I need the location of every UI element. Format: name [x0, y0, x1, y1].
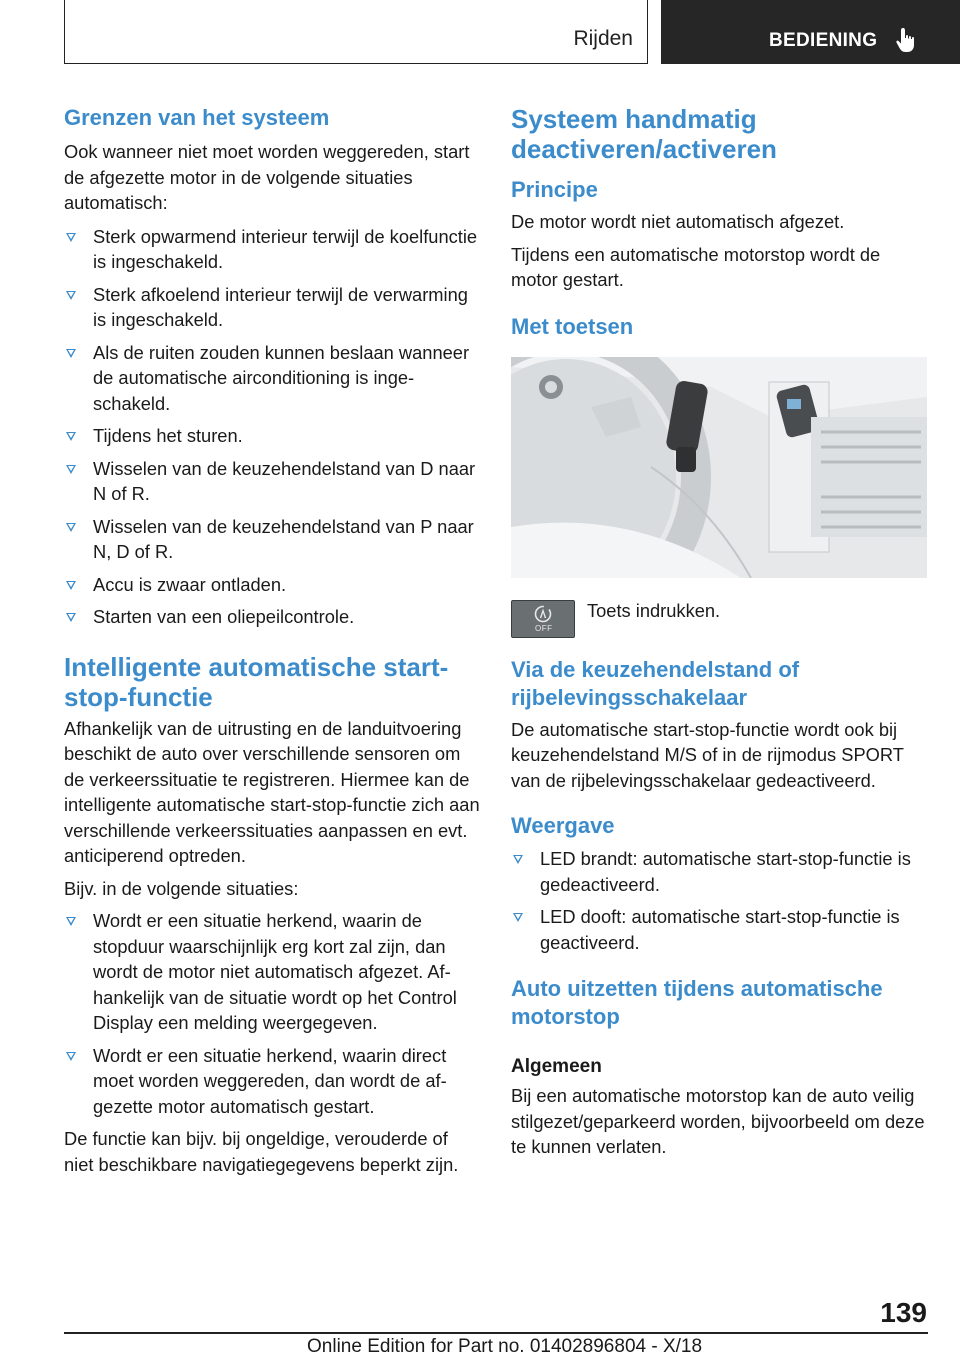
example-intro: Bijv. in de volgende situaties: — [64, 877, 299, 899]
principle-text-1: De motor wordt niet automatisch afgezet. — [511, 211, 845, 232]
dashboard-illustration — [511, 357, 927, 578]
triangle-bullet-icon — [66, 917, 76, 926]
chapter-title: BEDIENING — [769, 30, 878, 51]
triangle-bullet-icon — [66, 523, 76, 532]
display-list — [511, 846, 931, 955]
selector-body: De automatische start-stop-functie wordt ook bij keuzehendelstand M/S of in de rijmodus SPORT van de rijbelevingsschakelaar gedeactiveerd. — [511, 718, 904, 791]
list-item: Starten van een oliepeilcontrole. — [64, 604, 480, 630]
principle-text-2: Tijdens een automatische motorstop wordt de motor gestart. — [511, 243, 881, 290]
switchoff-heading: Auto uitzetten tijdens automatische motorstop — [511, 976, 883, 1029]
dashboard-drawing — [511, 357, 927, 578]
page-number: 139 — [880, 1297, 927, 1328]
limits-intro: Ook wanneer niet moet worden weggereden, start de afgezette motor in de volgende situaties automatisch: — [64, 141, 470, 213]
triangle-bullet-icon — [66, 581, 76, 590]
triangle-bullet-icon — [66, 432, 76, 441]
triangle-bullet-icon — [66, 233, 76, 242]
display-heading: Weergave — [511, 813, 615, 838]
intelligent-body: Afhankelijk van de uitrusting en de landuitvoering beschikt de auto over verschillende sensoren om de verkeerssituatie te registreren. Hiermee kan de intelligente automatische start-stop-functie zich aan verschillende verkeerssituaties aanpassen en evt. anticiperend optreden. — [64, 717, 480, 866]
list-item: Wordt er een situatie herkend, waarin de stopduur waarschijnlijk erg kort zal zijn, dan wordt de motor niet automatisch afgezet. Afhankelijk van de situatie wordt op het Control Display een melding weergegeven. — [64, 908, 480, 1036]
triangle-bullet-icon — [66, 1052, 76, 1061]
button-caption: Toets indrukken. — [587, 599, 721, 621]
selector-heading: Via de keuzehendelstand of rijbelevingsschakelaar — [511, 656, 800, 710]
list-item: Wordt er een situatie herkend, waarin direct moet worden weggereden, dan wordt de afgezette motor automatisch gestart. — [64, 1043, 480, 1120]
pointing-hand-icon — [894, 26, 920, 54]
closing-note: De functie kan bijv. bij ongeldige, verouderde of niet beschikbare navigatiegegevens beperkt zijn. — [64, 1128, 459, 1175]
example-list — [64, 908, 480, 1119]
button-instruction — [511, 598, 931, 644]
list-item: LED brandt: automatische start-stop-functie is gedeactiveerd. — [511, 846, 931, 897]
triangle-bullet-icon — [66, 465, 76, 474]
list-item: Accu is zwaar ontladen. — [64, 572, 480, 598]
edition-note: Online Edition for Part no. 01402896804 - X/18 — [307, 1336, 703, 1357]
triangle-bullet-icon — [66, 613, 76, 622]
list-item: Sterk afkoelend interieur terwijl de verwarming is ingeschakeld. — [64, 282, 480, 333]
footer-divider — [64, 1332, 928, 1334]
off-label: OFF — [535, 623, 553, 633]
right-column — [511, 100, 931, 1160]
section-title: Rijden — [573, 27, 633, 50]
buttons-heading: Met toetsen — [511, 313, 634, 339]
principle-heading: Principe — [511, 177, 598, 202]
list-item: Wisselen van de keuzehendelstand van D naar N of R. — [64, 456, 480, 507]
list-item: Wisselen van de keuzehendelstand van P naar N, D of R. — [64, 514, 480, 565]
limits-list — [64, 224, 480, 630]
chapter-tab — [661, 0, 960, 64]
intelligent-heading: Intelligente automatische start-stop-functie — [64, 651, 449, 712]
list-item: LED dooft: automatische start-stop-functie is geactiveerd. — [511, 904, 931, 955]
triangle-bullet-icon — [66, 291, 76, 300]
auto-start-stop-off-button-icon — [511, 600, 575, 638]
list-item: Sterk opwarmend interieur terwijl de koelfunctie is ingeschakeld. — [64, 224, 480, 275]
list-item: Als de ruiten zouden kunnen beslaan wanneer de automatische airconditioning is ingeschakeld. — [64, 340, 480, 417]
list-item: Tijdens het sturen. — [64, 423, 480, 449]
header-section-box — [64, 0, 648, 64]
deactivate-heading: Systeem handmatig deactiveren/activeren — [511, 104, 777, 164]
triangle-bullet-icon — [66, 349, 76, 358]
triangle-bullet-icon — [513, 855, 523, 864]
limits-heading: Grenzen van het systeem — [64, 105, 330, 130]
general-heading: Algemeen — [511, 1056, 602, 1077]
left-column — [64, 100, 480, 1177]
triangle-bullet-icon — [513, 913, 523, 922]
general-body: Bij een automatische motorstop kan de auto veilig stilgezet/geparkeerd worden, bijvoorbeeld om deze te kunnen verlaten. — [511, 1085, 925, 1157]
